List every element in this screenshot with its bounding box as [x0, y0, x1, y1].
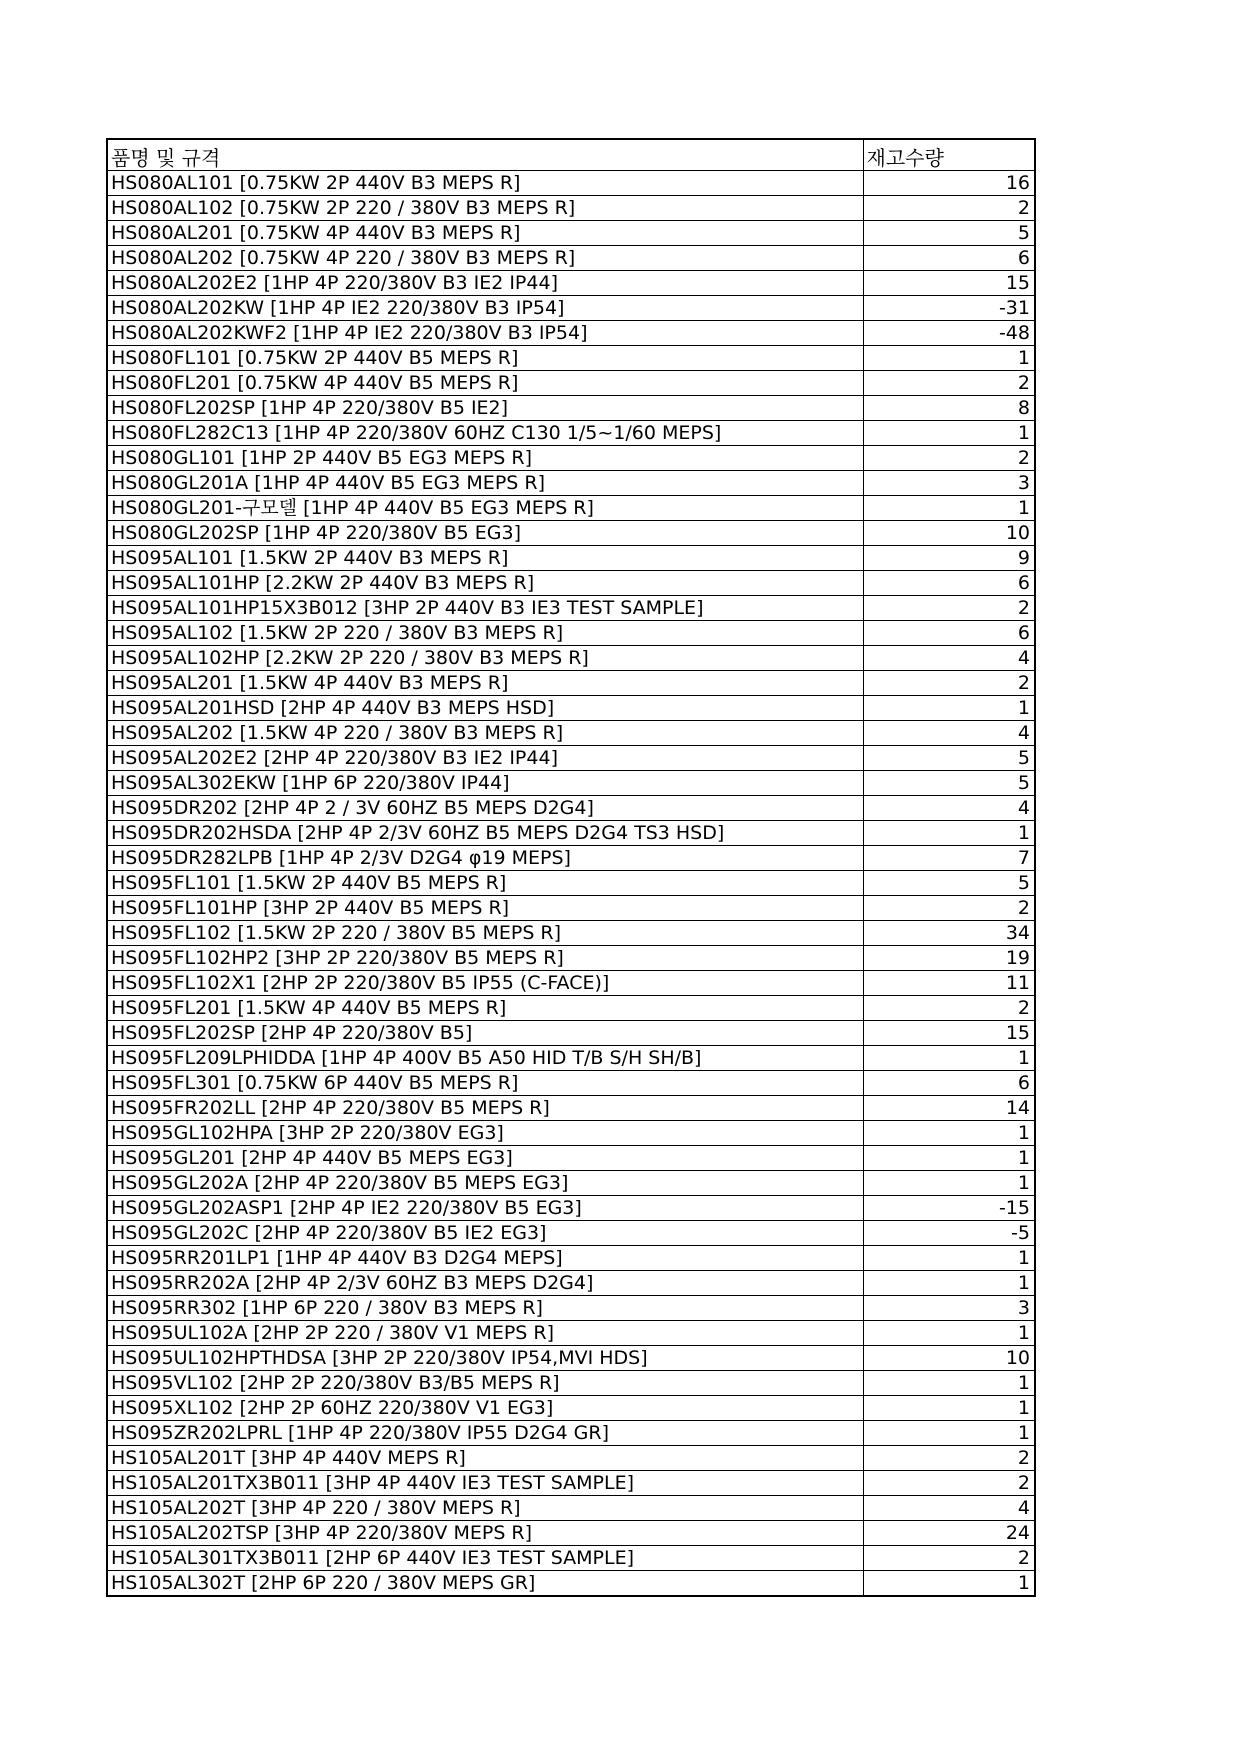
stock-qty-cell: 4: [863, 720, 1035, 745]
stock-qty-cell: -15: [863, 1195, 1035, 1220]
table-row: [107, 470, 1035, 495]
stock-qty-cell: 1: [863, 1420, 1035, 1445]
stock-qty-cell: 5: [863, 770, 1035, 795]
stock-qty-cell: 5: [863, 220, 1035, 245]
stock-qty-cell: 2: [863, 1470, 1035, 1495]
stock-qty-cell: 2: [863, 195, 1035, 220]
item-spec-cell: HS105AL202T [3HP 4P 220 / 380V MEPS R]: [107, 1495, 863, 1520]
table-body: [107, 170, 1035, 1596]
item-spec-cell: HS095FL301 [0.75KW 6P 440V B5 MEPS R]: [107, 1070, 863, 1095]
table-row: [107, 220, 1035, 245]
item-spec-cell: HS095FL102HP2 [3HP 2P 220/380V B5 MEPS R]: [107, 945, 863, 970]
stock-qty-cell: 2: [863, 595, 1035, 620]
item-spec-cell: HS095AL102HP [2.2KW 2P 220 / 380V B3 MEPS R]: [107, 645, 863, 670]
table-row: [107, 1370, 1035, 1395]
item-spec-cell: HS095AL101HP [2.2KW 2P 440V B3 MEPS R]: [107, 570, 863, 595]
stock-qty-cell: 5: [863, 870, 1035, 895]
item-spec-cell: HS095RR201LP1 [1HP 4P 440V B3 D2G4 MEPS]: [107, 1245, 863, 1270]
item-spec-cell: HS080GL201A [1HP 4P 440V B5 EG3 MEPS R]: [107, 470, 863, 495]
table-row: [107, 895, 1035, 920]
column-header-qty: 재고수량: [863, 139, 1035, 170]
table-row: [107, 845, 1035, 870]
table-row: [107, 1420, 1035, 1445]
item-spec-cell: HS095GL202ASP1 [2HP 4P IE2 220/380V B5 EG3]: [107, 1195, 863, 1220]
table-row: [107, 1195, 1035, 1220]
table-row: [107, 370, 1035, 395]
table-row: [107, 1270, 1035, 1295]
item-spec-cell: HS095FL102 [1.5KW 2P 220 / 380V B5 MEPS R]: [107, 920, 863, 945]
inventory-table: [106, 138, 1036, 1597]
stock-qty-cell: 2: [863, 370, 1035, 395]
table-row: [107, 445, 1035, 470]
item-spec-cell: HS080FL101 [0.75KW 2P 440V B5 MEPS R]: [107, 345, 863, 370]
item-spec-cell: HS080AL102 [0.75KW 2P 220 / 380V B3 MEPS R]: [107, 195, 863, 220]
table-row: [107, 345, 1035, 370]
stock-qty-cell: 14: [863, 1095, 1035, 1120]
item-spec-cell: HS095XL102 [2HP 2P 60HZ 220/380V V1 EG3]: [107, 1395, 863, 1420]
table-row: [107, 920, 1035, 945]
item-spec-cell: HS105AL202TSP [3HP 4P 220/380V MEPS R]: [107, 1520, 863, 1545]
stock-qty-cell: 1: [863, 1370, 1035, 1395]
stock-qty-cell: 2: [863, 670, 1035, 695]
table-row: [107, 545, 1035, 570]
table-row: [107, 770, 1035, 795]
table-row: [107, 995, 1035, 1020]
table-row: [107, 1570, 1035, 1596]
item-spec-cell: HS080AL202KW [1HP 4P IE2 220/380V B3 IP54]: [107, 295, 863, 320]
item-spec-cell: HS095FL101HP [3HP 2P 440V B5 MEPS R]: [107, 895, 863, 920]
table-row: [107, 695, 1035, 720]
table-row: [107, 720, 1035, 745]
stock-qty-cell: 1: [863, 420, 1035, 445]
table-row: [107, 170, 1035, 195]
stock-qty-cell: 19: [863, 945, 1035, 970]
item-spec-cell: HS095AL101HP15X3B012 [3HP 2P 440V B3 IE3 TEST SAMPLE]: [107, 595, 863, 620]
stock-qty-cell: 2: [863, 995, 1035, 1020]
item-spec-cell: HS095FL102X1 [2HP 2P 220/380V B5 IP55 (C-FACE)]: [107, 970, 863, 995]
table-row: [107, 395, 1035, 420]
item-spec-cell: HS095FL201 [1.5KW 4P 440V B5 MEPS R]: [107, 995, 863, 1020]
table-row: [107, 1445, 1035, 1470]
table-row: [107, 1095, 1035, 1120]
stock-qty-cell: 1: [863, 1320, 1035, 1345]
table-row: [107, 420, 1035, 445]
stock-qty-cell: 4: [863, 1495, 1035, 1520]
item-spec-cell: HS105AL302T [2HP 6P 220 / 380V MEPS GR]: [107, 1570, 863, 1596]
table-row: [107, 670, 1035, 695]
item-spec-cell: HS095AL102 [1.5KW 2P 220 / 380V B3 MEPS R]: [107, 620, 863, 645]
table-row: [107, 1070, 1035, 1095]
item-spec-cell: HS105AL201TX3B011 [3HP 4P 440V IE3 TEST SAMPLE]: [107, 1470, 863, 1495]
table-row: [107, 195, 1035, 220]
stock-qty-cell: 9: [863, 545, 1035, 570]
stock-qty-cell: 1: [863, 1245, 1035, 1270]
table-row: [107, 870, 1035, 895]
stock-qty-cell: 1: [863, 345, 1035, 370]
table-row: [107, 1395, 1035, 1420]
table-row: [107, 520, 1035, 545]
item-spec-cell: HS095FR202LL [2HP 4P 220/380V B5 MEPS R]: [107, 1095, 863, 1120]
item-spec-cell: HS095UL102HPTHDSA [3HP 2P 220/380V IP54,MVI HDS]: [107, 1345, 863, 1370]
item-spec-cell: HS080FL282C13 [1HP 4P 220/380V 60HZ C130 1/5~1/60 MEPS]: [107, 420, 863, 445]
item-spec-cell: HS095GL202C [2HP 4P 220/380V B5 IE2 EG3]: [107, 1220, 863, 1245]
table-row: [107, 320, 1035, 345]
item-spec-cell: HS095UL102A [2HP 2P 220 / 380V V1 MEPS R]: [107, 1320, 863, 1345]
table-row: [107, 245, 1035, 270]
stock-qty-cell: 1: [863, 1570, 1035, 1596]
stock-qty-cell: 16: [863, 170, 1035, 195]
item-spec-cell: HS080AL101 [0.75KW 2P 440V B3 MEPS R]: [107, 170, 863, 195]
table-row: [107, 645, 1035, 670]
item-spec-cell: HS095FL202SP [2HP 4P 220/380V B5]: [107, 1020, 863, 1045]
table-row: [107, 1320, 1035, 1345]
item-spec-cell: HS080GL101 [1HP 2P 440V B5 EG3 MEPS R]: [107, 445, 863, 470]
item-spec-cell: HS080GL201-구모델 [1HP 4P 440V B5 EG3 MEPS R]: [107, 495, 863, 520]
item-spec-cell: HS095AL101 [1.5KW 2P 440V B3 MEPS R]: [107, 545, 863, 570]
stock-qty-cell: 4: [863, 645, 1035, 670]
table-row: [107, 1120, 1035, 1145]
item-spec-cell: HS080FL202SP [1HP 4P 220/380V B5 IE2]: [107, 395, 863, 420]
item-spec-cell: HS095AL201 [1.5KW 4P 440V B3 MEPS R]: [107, 670, 863, 695]
table-row: [107, 270, 1035, 295]
item-spec-cell: HS105AL201T [3HP 4P 440V MEPS R]: [107, 1445, 863, 1470]
table-row: [107, 1145, 1035, 1170]
table-row: [107, 495, 1035, 520]
table-row: [107, 1520, 1035, 1545]
table-row: [107, 945, 1035, 970]
item-spec-cell: HS095RR202A [2HP 4P 2/3V 60HZ B3 MEPS D2G4]: [107, 1270, 863, 1295]
stock-qty-cell: 15: [863, 270, 1035, 295]
stock-qty-cell: 4: [863, 795, 1035, 820]
stock-qty-cell: 2: [863, 1445, 1035, 1470]
item-spec-cell: HS095AL202E2 [2HP 4P 220/380V B3 IE2 IP44]: [107, 745, 863, 770]
stock-qty-cell: 1: [863, 495, 1035, 520]
stock-qty-cell: -5: [863, 1220, 1035, 1245]
stock-qty-cell: 24: [863, 1520, 1035, 1545]
stock-qty-cell: 6: [863, 245, 1035, 270]
stock-qty-cell: 7: [863, 845, 1035, 870]
stock-qty-cell: 6: [863, 620, 1035, 645]
stock-qty-cell: 1: [863, 1120, 1035, 1145]
stock-qty-cell: 5: [863, 745, 1035, 770]
stock-qty-cell: 3: [863, 1295, 1035, 1320]
table-row: [107, 620, 1035, 645]
stock-qty-cell: 1: [863, 1395, 1035, 1420]
item-spec-cell: HS095FL101 [1.5KW 2P 440V B5 MEPS R]: [107, 870, 863, 895]
table-row: [107, 795, 1035, 820]
table-row: [107, 1295, 1035, 1320]
table-row: [107, 570, 1035, 595]
table-row: [107, 1495, 1035, 1520]
stock-qty-cell: 2: [863, 445, 1035, 470]
table-row: [107, 1220, 1035, 1245]
item-spec-cell: HS080AL202E2 [1HP 4P 220/380V B3 IE2 IP44]: [107, 270, 863, 295]
item-spec-cell: HS095AL202 [1.5KW 4P 220 / 380V B3 MEPS R]: [107, 720, 863, 745]
stock-qty-cell: 8: [863, 395, 1035, 420]
column-header-name: 품명 및 규격: [107, 139, 863, 170]
item-spec-cell: HS080FL201 [0.75KW 4P 440V B5 MEPS R]: [107, 370, 863, 395]
item-spec-cell: HS095FL209LPHIDDA [1HP 4P 400V B5 A50 HID T/B S/H SH/B]: [107, 1045, 863, 1070]
stock-qty-cell: 1: [863, 820, 1035, 845]
table-row: [107, 820, 1035, 845]
stock-qty-cell: -31: [863, 295, 1035, 320]
item-spec-cell: HS095DR202 [2HP 4P 2 / 3V 60HZ B5 MEPS D2G4]: [107, 795, 863, 820]
stock-qty-cell: 1: [863, 1170, 1035, 1195]
stock-qty-cell: 15: [863, 1020, 1035, 1045]
stock-qty-cell: 1: [863, 1045, 1035, 1070]
stock-qty-cell: 2: [863, 895, 1035, 920]
table-row: [107, 1545, 1035, 1570]
table-row: [107, 745, 1035, 770]
table-row: [107, 595, 1035, 620]
item-spec-cell: HS095AL302EKW [1HP 6P 220/380V IP44]: [107, 770, 863, 795]
stock-qty-cell: 3: [863, 470, 1035, 495]
stock-qty-cell: 1: [863, 1145, 1035, 1170]
item-spec-cell: HS080AL202 [0.75KW 4P 220 / 380V B3 MEPS R]: [107, 245, 863, 270]
item-spec-cell: HS095VL102 [2HP 2P 220/380V B3/B5 MEPS R]: [107, 1370, 863, 1395]
item-spec-cell: HS095GL202A [2HP 4P 220/380V B5 MEPS EG3]: [107, 1170, 863, 1195]
stock-qty-cell: 6: [863, 570, 1035, 595]
item-spec-cell: HS080AL201 [0.75KW 4P 440V B3 MEPS R]: [107, 220, 863, 245]
item-spec-cell: HS095RR302 [1HP 6P 220 / 380V B3 MEPS R]: [107, 1295, 863, 1320]
item-spec-cell: HS095GL201 [2HP 4P 440V B5 MEPS EG3]: [107, 1145, 863, 1170]
table-row: [107, 1245, 1035, 1270]
item-spec-cell: HS080GL202SP [1HP 4P 220/380V B5 EG3]: [107, 520, 863, 545]
item-spec-cell: HS095DR202HSDA [2HP 4P 2/3V 60HZ B5 MEPS D2G4 TS3 HSD]: [107, 820, 863, 845]
table-row: [107, 1170, 1035, 1195]
item-spec-cell: HS095GL102HPA [3HP 2P 220/380V EG3]: [107, 1120, 863, 1145]
stock-qty-cell: 34: [863, 920, 1035, 945]
stock-qty-cell: 11: [863, 970, 1035, 995]
stock-qty-cell: 6: [863, 1070, 1035, 1095]
table-row: [107, 295, 1035, 320]
table-header-row: [107, 139, 1035, 170]
item-spec-cell: HS095DR282LPB [1HP 4P 2/3V D2G4 φ19 MEPS]: [107, 845, 863, 870]
stock-qty-cell: 10: [863, 1345, 1035, 1370]
table-row: [107, 970, 1035, 995]
stock-qty-cell: -48: [863, 320, 1035, 345]
item-spec-cell: HS080AL202KWF2 [1HP 4P IE2 220/380V B3 IP54]: [107, 320, 863, 345]
table-row: [107, 1045, 1035, 1070]
item-spec-cell: HS105AL301TX3B011 [2HP 6P 440V IE3 TEST SAMPLE]: [107, 1545, 863, 1570]
stock-qty-cell: 1: [863, 695, 1035, 720]
stock-qty-cell: 1: [863, 1270, 1035, 1295]
item-spec-cell: HS095ZR202LPRL [1HP 4P 220/380V IP55 D2G4 GR]: [107, 1420, 863, 1445]
stock-qty-cell: 10: [863, 520, 1035, 545]
item-spec-cell: HS095AL201HSD [2HP 4P 440V B3 MEPS HSD]: [107, 695, 863, 720]
table-row: [107, 1345, 1035, 1370]
stock-qty-cell: 2: [863, 1545, 1035, 1570]
table-row: [107, 1470, 1035, 1495]
table-row: [107, 1020, 1035, 1045]
